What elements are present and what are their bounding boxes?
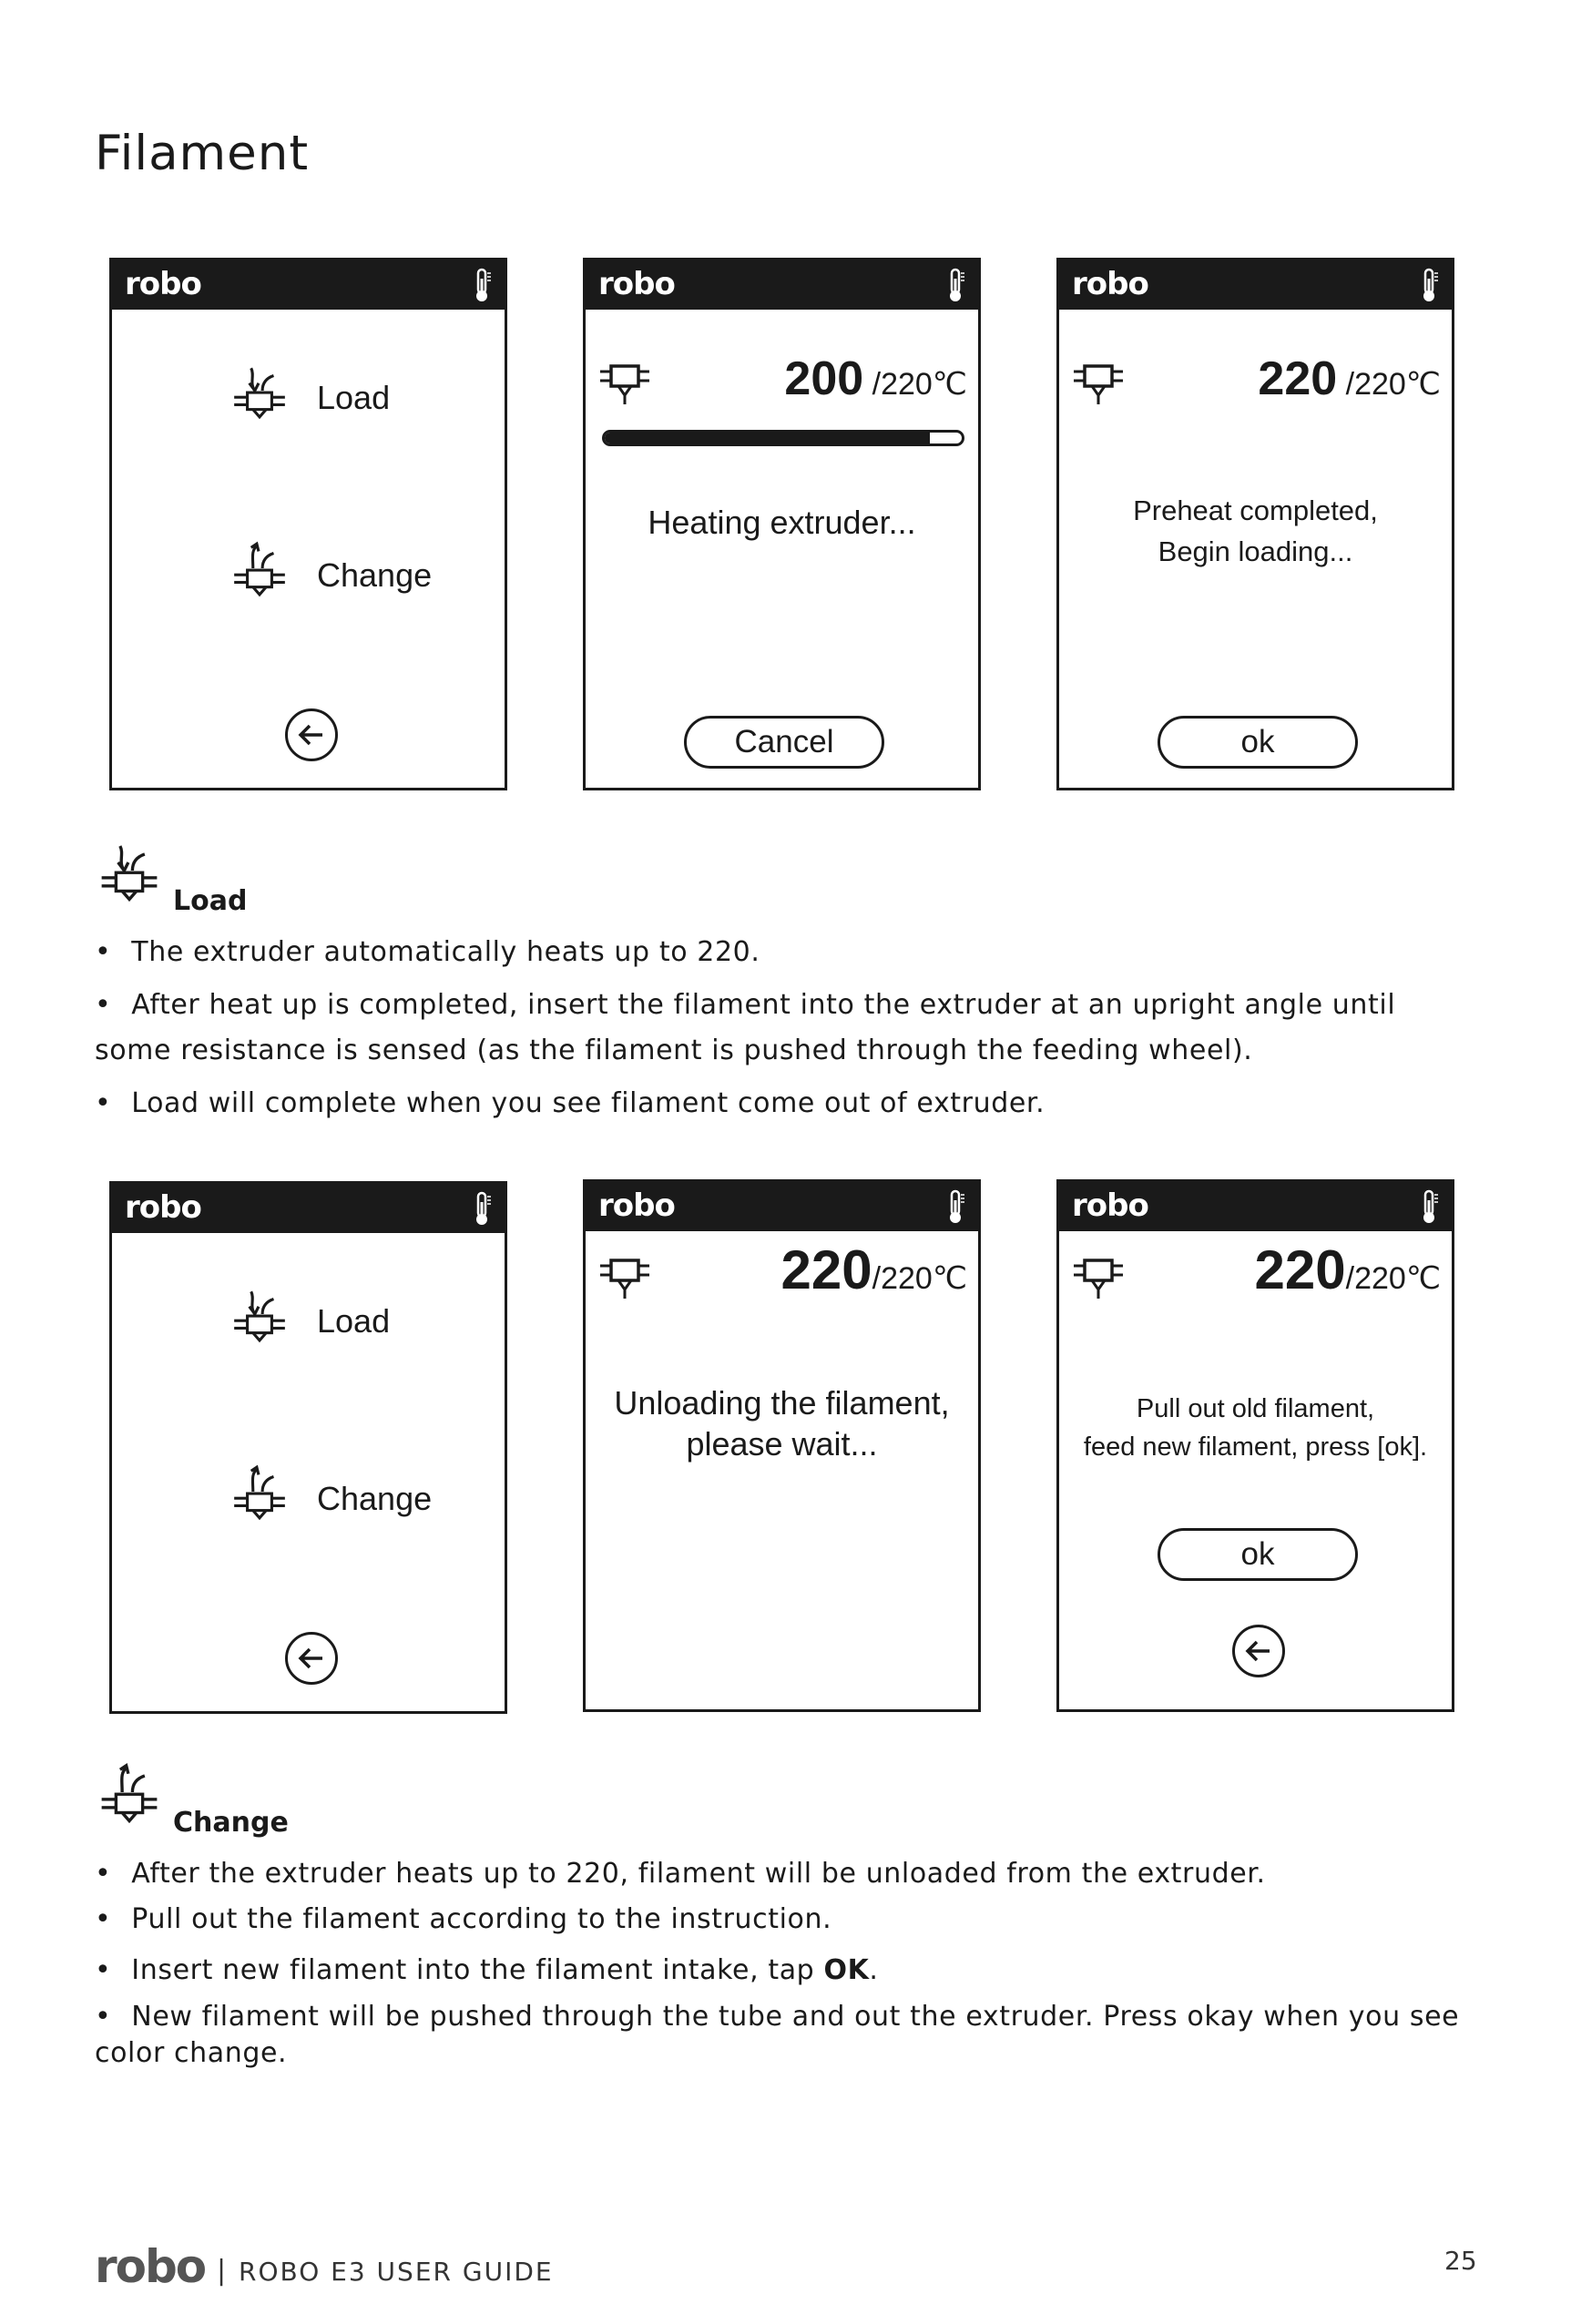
extruder-icon [1074,1255,1125,1302]
robo-logo: robo [598,1187,675,1224]
thermometer-icon [945,268,967,304]
temperature-readout [1258,352,1441,406]
cancel-button[interactable]: Cancel [684,716,884,769]
extruder-icon [1074,361,1125,408]
back-button[interactable] [1232,1625,1285,1677]
arrow-left-icon [1242,1635,1275,1667]
list-item [95,1081,1479,1126]
footer-guide-title: ROBO E3 USER GUIDE [239,2257,554,2287]
bullet: • [95,2001,112,2033]
change-filament-icon [95,1759,164,1825]
list-item-text: After the extruder heats up to 220, filament will be unloaded from the extruder. [131,1858,1266,1890]
status-message: Heating extruder... [648,504,916,541]
page-title: Filament [95,126,310,181]
screen-heating [583,258,981,790]
bullet: • [95,1087,112,1119]
ok-button[interactable]: ok [1158,1528,1358,1581]
target-temp: /220℃ [872,1261,967,1296]
current-temp: 200 [784,352,864,405]
status-message [1059,1390,1452,1466]
list-item-text: Insert new filament into the filament intake, tap [131,1954,824,1986]
status-line: please wait... [686,1425,878,1463]
robo-logo: robo [1072,266,1148,302]
screen-change-filament [1056,1179,1454,1712]
list-item-text: . [869,1954,879,1986]
screen-header [1059,1182,1452,1231]
extruder-icon [600,1255,651,1302]
back-button[interactable] [285,1632,338,1685]
current-temp: 220 [780,1239,872,1300]
status-line: feed new filament, press [ok]. [1083,1432,1428,1463]
list-item [95,1999,1479,2072]
footer-separator: | [217,2255,227,2287]
list-item-text: Pull out the filament according to the instruction. [131,1903,832,1935]
status-line: Preheat completed, [1133,494,1378,526]
load-list [95,930,1479,1126]
list-item-text: New filament will be pushed through the tube and out the extruder. Press okay when you see color change. [95,2001,1460,2069]
list-item-text: Load will complete when you see filament come out of extruder. [131,1087,1046,1119]
target-temp: /220℃ [1345,1261,1441,1296]
arrow-left-icon [295,719,328,751]
change-section-heading [95,1759,289,1839]
status-message [1059,491,1452,573]
robo-logo: robo [598,266,675,302]
temperature-readout [781,1238,967,1301]
screen-menu [109,1181,507,1714]
arrow-left-icon [295,1642,328,1675]
page-number: 25 [1444,2246,1477,2276]
screen-header [112,260,505,310]
back-button[interactable] [285,708,338,761]
screen-menu [109,258,507,790]
load-filament-icon [230,361,289,421]
screen-header [586,1182,978,1231]
screen-preheat-complete [1056,258,1454,790]
screen-header [112,1184,505,1233]
section-title: Load [173,885,248,917]
list-item [95,930,1479,975]
menu-item-change-label: Change [317,1480,433,1517]
thermometer-icon [472,1191,494,1228]
load-filament-icon [95,838,164,903]
screen-unloading [583,1179,981,1712]
thermometer-icon [472,268,494,304]
thermometer-icon [945,1189,967,1226]
current-temp: 220 [1254,1239,1346,1300]
target-temp: /220℃ [1337,367,1441,402]
list-item [95,1851,1479,1897]
list-item [95,1948,1479,1993]
bullet: • [95,1858,112,1890]
menu-item-load[interactable] [230,361,391,433]
menu-item-load-label: Load [317,379,391,416]
bullet: • [95,1903,112,1935]
list-item-text: After heat up is completed, insert the filament into the extruder at an upright angle until some resistance is sensed (as the filament is pushed through the feeding wheel). [95,989,1396,1066]
menu-item-load[interactable] [230,1284,391,1357]
temperature-readout [784,352,967,406]
thermometer-icon [1419,1189,1441,1226]
load-filament-icon [230,1284,289,1344]
status-line: Begin loading... [1158,535,1353,567]
change-filament-icon [230,1462,289,1522]
bullet: • [95,1954,112,1986]
list-item [95,983,1479,1074]
ok-emphasis: OK [823,1954,870,1986]
menu-item-load-label: Load [317,1302,391,1340]
list-item [95,1897,1479,1942]
robo-logo: robo [125,266,201,302]
robo-logo: robo [1072,1187,1148,1224]
ok-button[interactable]: ok [1158,716,1358,769]
menu-item-change[interactable] [230,1462,433,1534]
target-temp: /220℃ [863,367,967,402]
heating-progress-bar [602,430,964,446]
screen-header [1059,260,1452,310]
change-list [95,1851,1479,2072]
menu-item-change[interactable] [230,538,433,611]
status-message [586,1382,978,1464]
extruder-icon [600,361,651,408]
robo-logo: robo [125,1189,201,1226]
change-filament-icon [230,538,289,598]
temperature-readout [1255,1238,1441,1301]
menu-item-change-label: Change [317,556,433,594]
status-line: Unloading the filament, [614,1384,950,1422]
list-item-text: The extruder automatically heats up to 220. [131,936,760,968]
bullet: • [95,936,112,968]
screen-header [586,260,978,310]
section-title: Change [173,1807,289,1839]
bullet: • [95,989,112,1021]
progress-fill [605,433,930,443]
footer-logo: robo [95,2240,206,2293]
status-line: Pull out old filament, [1136,1394,1375,1423]
load-section-heading [95,838,248,917]
thermometer-icon [1419,268,1441,304]
current-temp: 220 [1258,352,1338,405]
